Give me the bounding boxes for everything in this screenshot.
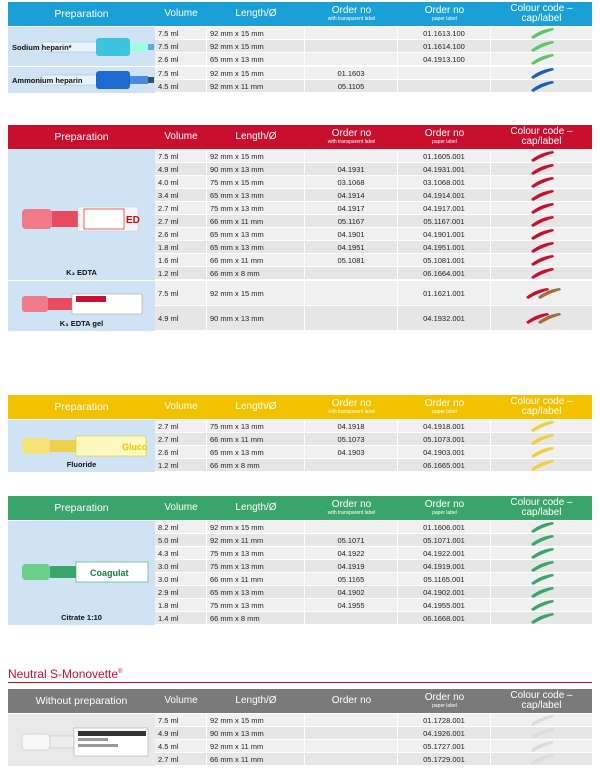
colour-code-icon (491, 267, 592, 279)
header-order-transparent: Order no with transparent label (327, 398, 376, 415)
colour-code-icon (491, 67, 592, 79)
table-row (155, 40, 592, 53)
table-row (155, 189, 592, 202)
colour-code-icon (491, 521, 592, 533)
length-cell: 90 mm x 13 mm (207, 163, 305, 175)
colour-code-icon (491, 163, 592, 175)
order-paper-cell: 06.1665.001 (398, 459, 491, 471)
preparation-label: Fluoride (66, 460, 97, 469)
table-row (155, 27, 592, 40)
colour-code-icon (491, 740, 592, 752)
length-cell: 92 mm x 15 mm (207, 281, 305, 305)
volume-cell: 3.0 ml (155, 573, 207, 585)
order-paper-cell (398, 80, 491, 92)
order-paper-cell: 04.1919.001 (398, 560, 491, 572)
length-cell: 65 mm x 13 mm (207, 228, 305, 240)
order-transparent-cell (305, 753, 398, 765)
table-row (155, 433, 592, 446)
order-transparent-cell: 04.1951 (305, 241, 398, 253)
length-cell: 90 mm x 13 mm (207, 306, 305, 330)
table-row (155, 254, 592, 267)
preparation-group (8, 280, 592, 331)
volume-cell: 4.5 ml (155, 80, 207, 92)
order-paper-cell: 04.1926.001 (398, 727, 491, 739)
length-cell: 65 mm x 13 mm (207, 241, 305, 253)
header-order-paper: Order no paper label (424, 692, 465, 709)
colour-code-icon (491, 150, 592, 162)
colour-code-icon (491, 459, 592, 471)
table-row (155, 740, 592, 753)
neutral-table (8, 689, 592, 766)
colour-code-icon (491, 254, 592, 266)
colour-code-icon (491, 586, 592, 598)
length-cell: 75 mm x 15 mm (207, 176, 305, 188)
colour-code-icon (491, 446, 592, 458)
table-row (155, 753, 592, 766)
length-cell: 66 mm x 8 mm (207, 612, 305, 624)
colour-code-icon (491, 560, 592, 572)
table-row (155, 80, 592, 93)
svg-text:Coagulat: Coagulat (90, 568, 129, 578)
header-order-paper: Order no paper label (424, 128, 465, 145)
colour-code-icon (491, 80, 592, 92)
length-cell: 92 mm x 15 mm (207, 27, 305, 39)
order-transparent-cell: 04.1931 (305, 163, 398, 175)
order-transparent-cell (305, 740, 398, 752)
order-paper-cell: 04.1903.001 (398, 446, 491, 458)
volume-cell: 4.3 ml (155, 547, 207, 559)
table-row (155, 267, 592, 280)
order-transparent-cell (305, 40, 398, 52)
order-paper-cell: 04.1913.100 (398, 53, 491, 65)
volume-cell: 4.9 ml (155, 727, 207, 739)
preparation-group (8, 149, 592, 280)
preparation-label: Sodium heparin* (12, 42, 72, 52)
volume-cell: 2.7 ml (155, 202, 207, 214)
length-cell: 92 mm x 11 mm (207, 80, 305, 92)
tube-image (14, 557, 154, 592)
length-cell: 75 mm x 13 mm (207, 599, 305, 611)
table-row (155, 446, 592, 459)
colour-code-icon (491, 228, 592, 240)
order-paper-cell: 06.1664.001 (398, 267, 491, 279)
order-transparent-cell: 04.1922 (305, 547, 398, 559)
table-row (155, 727, 592, 740)
header-order-transparent: Order no with transparent label (327, 499, 376, 516)
order-transparent-cell: 04.1919 (305, 560, 398, 572)
length-cell: 75 mm x 13 mm (207, 560, 305, 572)
preparation-cell (8, 521, 155, 625)
length-cell: 65 mm x 13 mm (207, 586, 305, 598)
order-paper-cell: 06.1668.001 (398, 612, 491, 624)
tube-image (14, 724, 154, 765)
volume-cell: 2.6 ml (155, 228, 207, 240)
length-cell: 66 mm x 11 mm (207, 433, 305, 445)
volume-cell: 2.6 ml (155, 446, 207, 458)
order-paper-cell: 05.1167.001 (398, 215, 491, 227)
volume-cell: 2.7 ml (155, 753, 207, 765)
header-length: Length/Ø (235, 695, 277, 706)
table-row (155, 459, 592, 472)
volume-cell: 8.2 ml (155, 521, 207, 533)
header-order-transparent: Order no with transparent label (327, 128, 376, 145)
order-paper-cell: 04.1918.001 (398, 420, 491, 432)
length-cell: 92 mm x 15 mm (207, 150, 305, 162)
header-order-paper: Order no paper label (424, 5, 465, 22)
volume-cell: 2.6 ml (155, 53, 207, 65)
header-volume: Volume (164, 8, 198, 19)
table-row (155, 215, 592, 228)
order-paper-cell: 05.1165.001 (398, 573, 491, 585)
preparation-label: Citrate 1:10 (61, 613, 102, 622)
volume-cell: 7.5 ml (155, 714, 207, 726)
section-divider (8, 682, 592, 683)
preparation-group (8, 520, 592, 625)
order-paper-cell: 04.1902.001 (398, 586, 491, 598)
colour-code-icon (491, 612, 592, 624)
table-row (155, 67, 592, 80)
table-row (155, 612, 592, 625)
colour-code-icon (491, 534, 592, 546)
order-transparent-cell: 05.1167 (305, 215, 398, 227)
volume-cell: 2.7 ml (155, 420, 207, 432)
header-order-transparent: Order no (331, 695, 372, 706)
length-cell: 92 mm x 15 mm (207, 714, 305, 726)
header-preparation: Preparation (54, 502, 109, 514)
table-row (155, 202, 592, 215)
order-transparent-cell: 04.1955 (305, 599, 398, 611)
volume-cell: 1.8 ml (155, 599, 207, 611)
table-row (155, 714, 592, 727)
preparation-group (8, 419, 592, 472)
table-header (8, 2, 592, 26)
colour-code-icon (491, 202, 592, 214)
preparation-cell (8, 281, 155, 331)
header-colour-code: Colour code – cap/label (510, 497, 573, 518)
colour-code-icon (491, 306, 592, 330)
preparation-group (8, 713, 592, 766)
colour-code-icon (491, 573, 592, 585)
header-preparation: Preparation (54, 131, 109, 143)
fluoride-table (8, 395, 592, 472)
citrate-table (8, 496, 592, 625)
colour-code-icon (491, 727, 592, 739)
order-transparent-cell (305, 459, 398, 471)
volume-cell: 7.5 ml (155, 27, 207, 39)
volume-cell: 2.7 ml (155, 433, 207, 445)
length-cell: 75 mm x 13 mm (207, 202, 305, 214)
order-paper-cell: 04.1917.001 (398, 202, 491, 214)
colour-code-icon (491, 40, 592, 52)
colour-code-icon (491, 27, 592, 39)
colour-code-icon (491, 547, 592, 559)
volume-cell: 5.0 ml (155, 534, 207, 546)
table-row (155, 560, 592, 573)
length-cell: 65 mm x 13 mm (207, 53, 305, 65)
header-order-paper: Order no paper label (424, 499, 465, 516)
header-colour-code: Colour code – cap/label (510, 690, 573, 711)
table-header (8, 125, 592, 149)
header-colour-code: Colour code – cap/label (510, 396, 573, 417)
order-transparent-cell: 04.1902 (305, 586, 398, 598)
volume-cell: 7.5 ml (155, 67, 207, 79)
order-paper-cell: 05.1727.001 (398, 740, 491, 752)
header-volume: Volume (164, 401, 198, 412)
length-cell: 66 mm x 11 mm (207, 573, 305, 585)
order-transparent-cell: 04.1914 (305, 189, 398, 201)
volume-cell: 1.8 ml (155, 241, 207, 253)
table-row (155, 176, 592, 189)
order-transparent-cell: 04.1901 (305, 228, 398, 240)
header-preparation: Preparation (54, 401, 109, 413)
colour-code-icon (491, 53, 592, 65)
header-preparation: Without preparation (35, 695, 128, 707)
order-paper-cell: 01.1613.100 (398, 27, 491, 39)
preparation-cell (8, 67, 155, 93)
order-transparent-cell (305, 53, 398, 65)
order-transparent-cell: 01.1603 (305, 67, 398, 79)
order-transparent-cell: 05.1165 (305, 573, 398, 585)
order-transparent-cell (305, 727, 398, 739)
order-transparent-cell: 04.1918 (305, 420, 398, 432)
header-colour-code: Colour code – cap/label (510, 3, 573, 24)
order-paper-cell: 04.1955.001 (398, 599, 491, 611)
order-transparent-cell (305, 27, 398, 39)
volume-cell: 3.4 ml (155, 189, 207, 201)
length-cell: 92 mm x 11 mm (207, 534, 305, 546)
order-transparent-cell: 03.1068 (305, 176, 398, 188)
table-row (155, 306, 592, 331)
order-paper-cell: 04.1931.001 (398, 163, 491, 175)
order-paper-cell: 01.1606.001 (398, 521, 491, 533)
order-paper-cell: 04.1914.001 (398, 189, 491, 201)
volume-cell: 4.9 ml (155, 163, 207, 175)
length-cell: 66 mm x 11 mm (207, 215, 305, 227)
order-transparent-cell (305, 306, 398, 330)
order-transparent-cell (305, 714, 398, 726)
neutral-section-title: Neutral S-Monovette® (8, 667, 123, 681)
volume-cell: 2.9 ml (155, 586, 207, 598)
length-cell: 92 mm x 15 mm (207, 521, 305, 533)
header-length: Length/Ø (235, 401, 277, 412)
volume-cell: 7.5 ml (155, 281, 207, 305)
table-row (155, 150, 592, 163)
order-paper-cell: 04.1932.001 (398, 306, 491, 330)
order-paper-cell (398, 67, 491, 79)
header-volume: Volume (164, 695, 198, 706)
volume-cell: 7.5 ml (155, 150, 207, 162)
order-transparent-cell: 05.1071 (305, 534, 398, 546)
length-cell: 65 mm x 13 mm (207, 189, 305, 201)
table-header (8, 689, 592, 713)
length-cell: 66 mm x 8 mm (207, 267, 305, 279)
table-row (155, 534, 592, 547)
length-cell: 75 mm x 13 mm (207, 547, 305, 559)
colour-code-icon (491, 281, 592, 305)
volume-cell: 7.5 ml (155, 40, 207, 52)
order-paper-cell: 01.1621.001 (398, 281, 491, 305)
order-transparent-cell: 04.1917 (305, 202, 398, 214)
order-paper-cell: 05.1071.001 (398, 534, 491, 546)
header-colour-code: Colour code – cap/label (510, 126, 573, 147)
length-cell: 92 mm x 11 mm (207, 740, 305, 752)
volume-cell: 2.7 ml (155, 215, 207, 227)
colour-code-icon (491, 420, 592, 432)
table-row (155, 547, 592, 560)
tube-image (14, 199, 154, 244)
preparation-cell (8, 150, 155, 280)
volume-cell: 3.0 ml (155, 560, 207, 572)
order-paper-cell: 04.1951.001 (398, 241, 491, 253)
order-transparent-cell: 04.1903 (305, 446, 398, 458)
colour-code-icon (491, 215, 592, 227)
header-length: Length/Ø (235, 8, 277, 19)
header-volume: Volume (164, 131, 198, 142)
order-paper-cell: 05.1073.001 (398, 433, 491, 445)
table-row (155, 573, 592, 586)
table-row (155, 521, 592, 534)
header-preparation: Preparation (54, 8, 109, 20)
table-row (155, 420, 592, 433)
order-paper-cell: 01.1605.001 (398, 150, 491, 162)
preparation-cell (8, 714, 155, 766)
length-cell: 92 mm x 15 mm (207, 67, 305, 79)
length-cell: 92 mm x 15 mm (207, 40, 305, 52)
header-order-paper: Order no paper label (424, 398, 465, 415)
colour-code-icon (491, 241, 592, 253)
volume-cell: 4.9 ml (155, 306, 207, 330)
table-row (155, 599, 592, 612)
volume-cell: 1.6 ml (155, 254, 207, 266)
length-cell: 90 mm x 13 mm (207, 727, 305, 739)
preparation-cell (8, 420, 155, 472)
table-row (155, 586, 592, 599)
order-transparent-cell (305, 150, 398, 162)
preparation-cell (8, 27, 155, 66)
order-paper-cell: 01.1728.001 (398, 714, 491, 726)
colour-code-icon (491, 433, 592, 445)
order-transparent-cell: 05.1081 (305, 254, 398, 266)
order-transparent-cell: 05.1105 (305, 80, 398, 92)
preparation-label: K₃ EDTA (66, 268, 97, 277)
colour-code-icon (491, 599, 592, 611)
table-row (155, 163, 592, 176)
colour-code-icon (491, 176, 592, 188)
order-paper-cell: 03.1068.001 (398, 176, 491, 188)
preparation-label: Ammonium heparin (12, 76, 83, 85)
order-paper-cell: 05.1081.001 (398, 254, 491, 266)
length-cell: 66 mm x 8 mm (207, 459, 305, 471)
length-cell: 65 mm x 13 mm (207, 446, 305, 458)
table-row (155, 241, 592, 254)
header-order-transparent: Order no with transparent label (327, 5, 376, 22)
svg-text:Gluco: Gluco (122, 442, 148, 452)
order-transparent-cell (305, 267, 398, 279)
colour-code-icon (491, 714, 592, 726)
volume-cell: 1.4 ml (155, 612, 207, 624)
table-row (155, 228, 592, 241)
length-cell: 66 mm x 11 mm (207, 254, 305, 266)
volume-cell: 4.0 ml (155, 176, 207, 188)
order-paper-cell: 04.1922.001 (398, 547, 491, 559)
volume-cell: 4.5 ml (155, 740, 207, 752)
preparation-label: K₃ EDTA gel (59, 319, 104, 328)
heparin-table (8, 2, 592, 93)
preparation-group (8, 66, 592, 93)
svg-text:ED: ED (126, 215, 140, 226)
volume-cell: 1.2 ml (155, 267, 207, 279)
colour-code-icon (491, 189, 592, 201)
table-row (155, 53, 592, 66)
length-cell: 75 mm x 13 mm (207, 420, 305, 432)
colour-code-icon (491, 753, 592, 765)
preparation-group (8, 26, 592, 66)
order-transparent-cell (305, 521, 398, 533)
order-paper-cell: 04.1901.001 (398, 228, 491, 240)
volume-cell: 1.2 ml (155, 459, 207, 471)
header-length: Length/Ø (235, 502, 277, 513)
order-transparent-cell (305, 281, 398, 305)
order-paper-cell: 01.1614.100 (398, 40, 491, 52)
order-paper-cell: 05.1729.001 (398, 753, 491, 765)
edta-table (8, 125, 592, 331)
order-transparent-cell (305, 612, 398, 624)
table-header (8, 496, 592, 520)
table-row (155, 281, 592, 306)
length-cell: 66 mm x 11 mm (207, 753, 305, 765)
table-header (8, 395, 592, 419)
header-volume: Volume (164, 502, 198, 513)
header-length: Length/Ø (235, 131, 277, 142)
order-transparent-cell: 05.1073 (305, 433, 398, 445)
